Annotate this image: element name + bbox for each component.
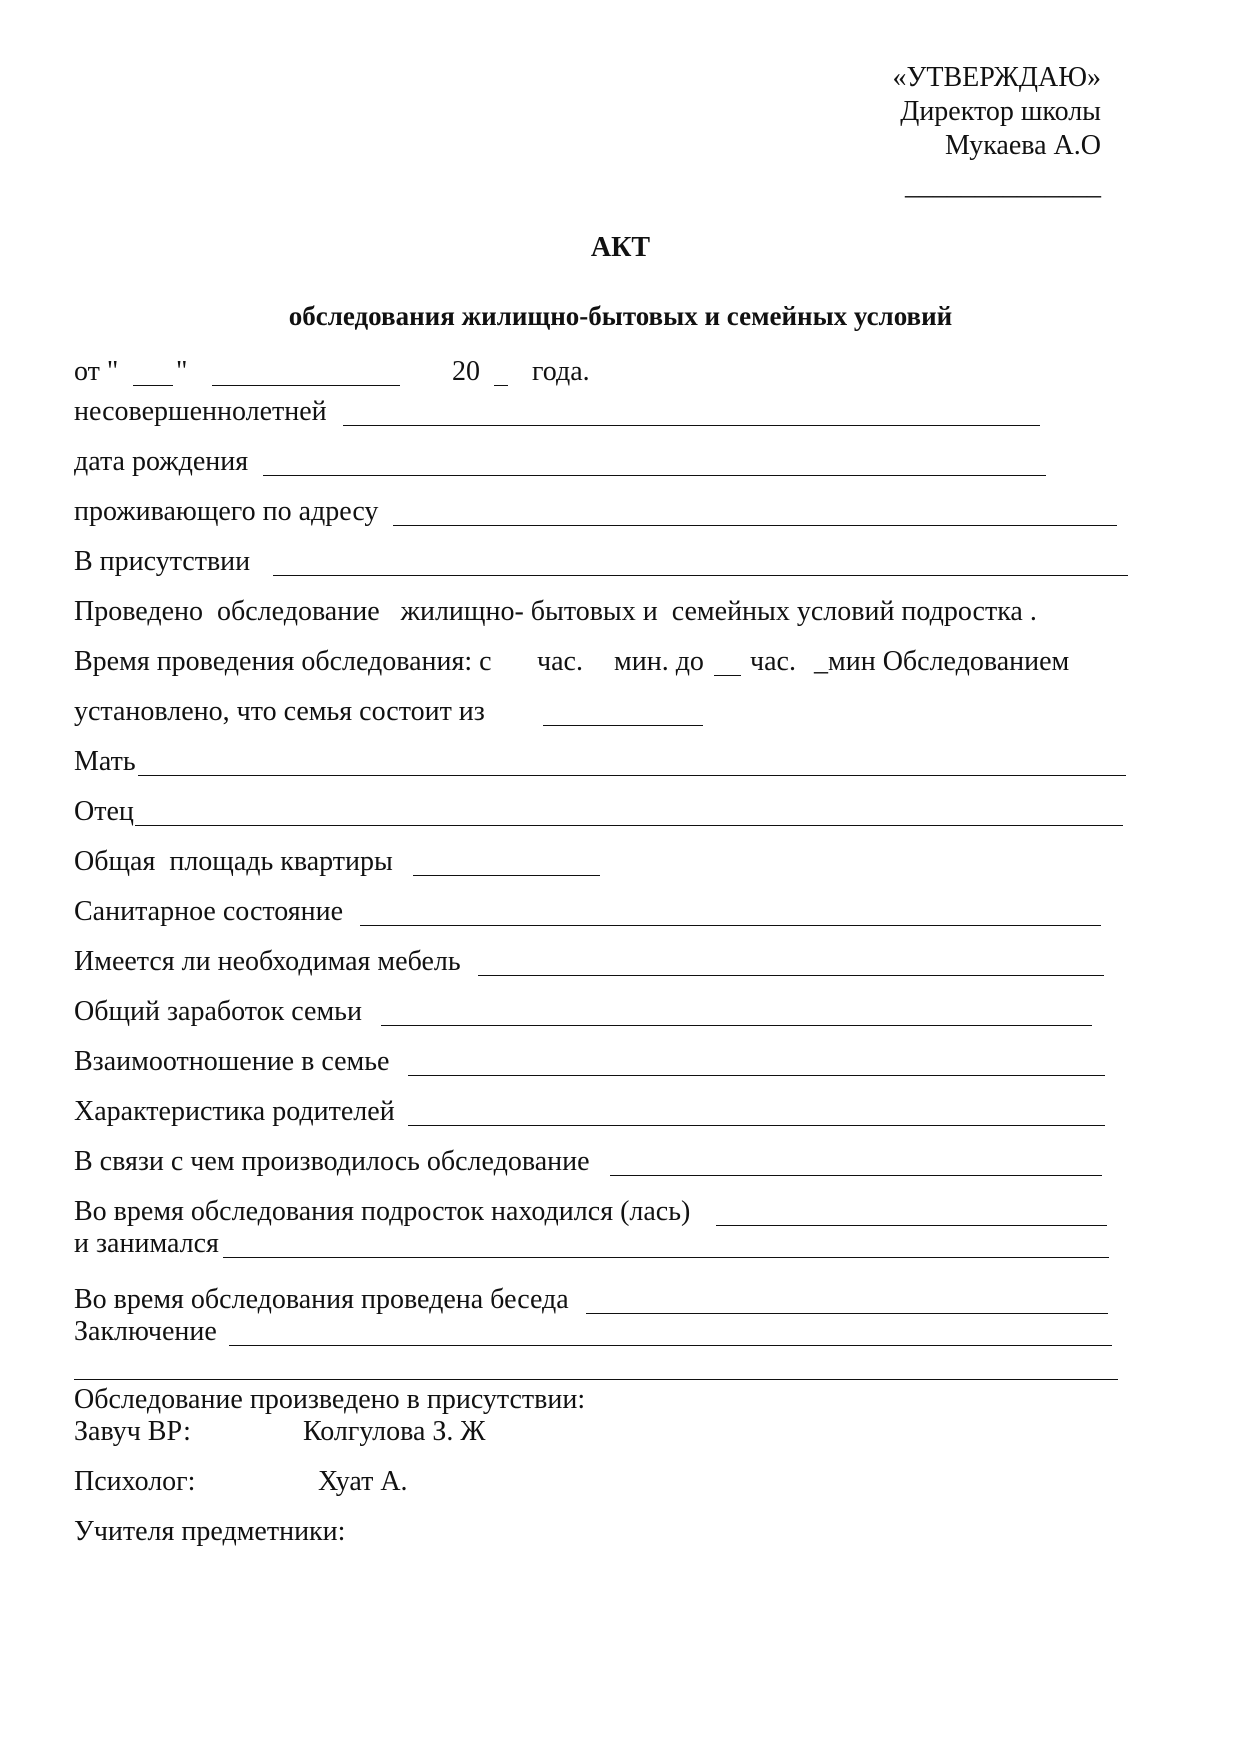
- area-label: Общая площадь квартиры: [74, 846, 393, 877]
- psychologist-label: Психолог:: [74, 1466, 196, 1497]
- date-prefix: от ": [74, 356, 119, 387]
- psychologist-name: Хуат А.: [318, 1466, 408, 1497]
- birth-date-label: дата рождения: [74, 446, 249, 477]
- approval-stamp: «УТВЕРЖДАЮ»: [892, 62, 1101, 93]
- time-label: Время проведения обследования: с: [74, 646, 492, 677]
- father-blank[interactable]: [135, 825, 1123, 826]
- date-day-blank[interactable]: [133, 385, 173, 386]
- attendees-intro: Обследование произведено в присутствии:: [74, 1384, 586, 1415]
- location-label: Во время обследования подросток находился (лась): [74, 1196, 691, 1227]
- date-quote-close: ": [176, 356, 188, 387]
- time-hour1: час.: [537, 646, 583, 677]
- parents-blank[interactable]: [408, 1125, 1105, 1126]
- conclusion-label: Заключение: [74, 1316, 217, 1347]
- time-min1: мин. до: [614, 646, 704, 677]
- parents-label: Характеристика родителей: [74, 1096, 395, 1127]
- mother-label: Мать: [74, 746, 136, 777]
- family-consists-label: установлено, что семья состоит из: [74, 696, 485, 727]
- address-label: проживающего по адресу: [74, 496, 379, 527]
- document-subtitle: обследования жилищно-бытовых и семейных условий: [288, 301, 953, 331]
- minor-blank[interactable]: [343, 425, 1040, 426]
- location-blank[interactable]: [716, 1225, 1107, 1226]
- conclusion-blank[interactable]: [229, 1345, 1112, 1346]
- date-year-blank[interactable]: [494, 385, 508, 386]
- approval-name: Мукаева А.О: [945, 130, 1101, 161]
- family-consists-blank[interactable]: [543, 725, 703, 726]
- deputy-label: Завуч ВР:: [74, 1416, 191, 1447]
- birth-date-blank[interactable]: [263, 475, 1046, 476]
- present-label: В присутствии: [74, 546, 251, 577]
- mother-blank[interactable]: [138, 775, 1126, 776]
- date-month-blank[interactable]: [212, 385, 400, 386]
- activity-blank[interactable]: [223, 1257, 1109, 1258]
- furniture-label: Имеется ли необходимая мебель: [74, 946, 461, 977]
- teachers-label: Учителя предметники:: [74, 1516, 346, 1547]
- date-year-prefix: 20: [452, 356, 480, 387]
- conducted-text: Проведено обследование жилищно- бытовых и семейных условий подростка .: [74, 596, 1037, 627]
- reason-blank[interactable]: [610, 1175, 1102, 1176]
- relations-blank[interactable]: [408, 1075, 1105, 1076]
- time-hour2: час.: [750, 646, 796, 677]
- time-min2: _мин Обследованием: [814, 646, 1070, 677]
- present-blank[interactable]: [273, 575, 1128, 576]
- time-hour2-blank[interactable]: [714, 675, 741, 676]
- conversation-blank[interactable]: [586, 1313, 1108, 1314]
- furniture-blank[interactable]: [478, 975, 1104, 976]
- activity-label: и занимался: [74, 1228, 219, 1259]
- conclusion-blank-line-2[interactable]: [74, 1379, 1118, 1380]
- conversation-label: Во время обследования проведена беседа: [74, 1284, 569, 1315]
- approval-signature-line: ______________: [905, 170, 1101, 201]
- relations-label: Взаимоотношение в семье: [74, 1046, 390, 1077]
- approval-position: Директор школы: [900, 96, 1101, 127]
- income-blank[interactable]: [381, 1025, 1092, 1026]
- address-blank[interactable]: [393, 525, 1117, 526]
- deputy-name: Колгулова З. Ж: [303, 1416, 486, 1447]
- date-year-suffix: года.: [532, 356, 590, 387]
- sanitary-blank[interactable]: [360, 925, 1101, 926]
- income-label: Общий заработок семьи: [74, 996, 362, 1027]
- father-label: Отец: [74, 796, 134, 827]
- sanitary-label: Санитарное состояние: [74, 896, 343, 927]
- document-title: АКТ: [590, 232, 651, 263]
- reason-label: В связи с чем производилось обследование: [74, 1146, 590, 1177]
- area-blank[interactable]: [413, 875, 600, 876]
- minor-label: несовершеннолетней: [74, 396, 327, 427]
